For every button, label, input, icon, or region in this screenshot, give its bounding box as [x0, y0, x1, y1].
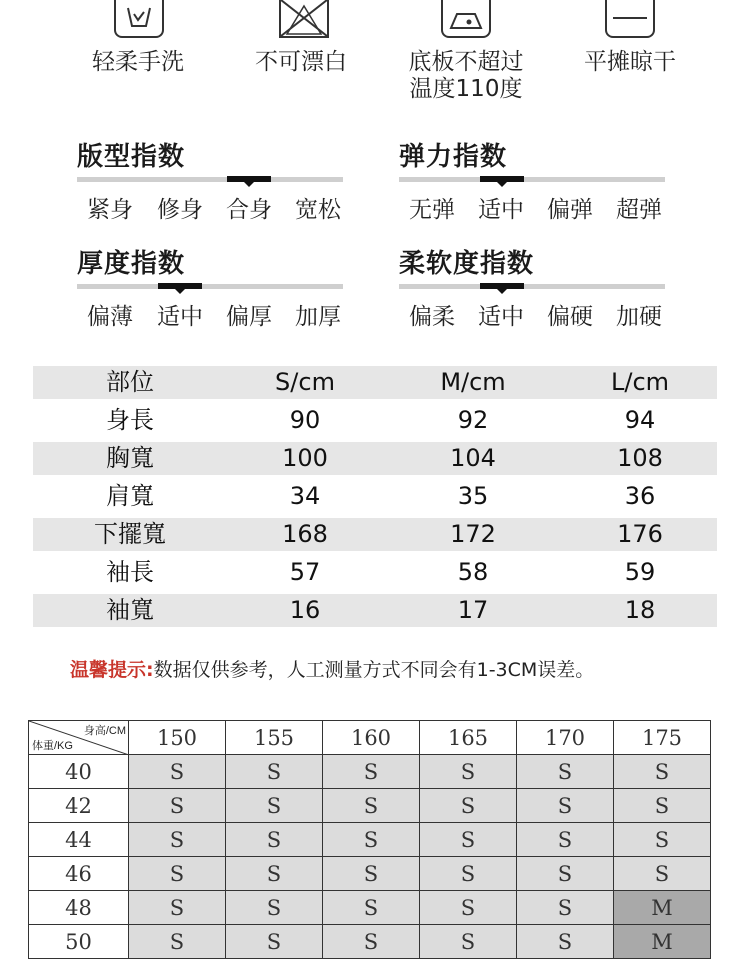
- value-cell: 36: [624, 482, 656, 510]
- fit-index-bar: [77, 177, 343, 182]
- size-cell: S: [614, 789, 711, 823]
- value-cell: 58: [457, 558, 489, 586]
- value-cell: 176: [617, 520, 663, 548]
- header-cell: 部位: [106, 368, 154, 396]
- fit-index-title: 版型指数: [77, 142, 186, 172]
- part-cell: 下擺寬: [94, 520, 166, 548]
- table-row: [33, 480, 717, 513]
- size-cell: S: [420, 789, 517, 823]
- size-cell: S: [226, 755, 323, 789]
- value-cell: 35: [457, 482, 489, 510]
- tip-label: 温馨提示:: [70, 659, 154, 681]
- table-row: [29, 925, 711, 959]
- tip-text: 数据仅供参考，人工测量方式不同会有1-3CM误差。: [153, 659, 595, 681]
- size-cell: S: [129, 857, 226, 891]
- value-cell: 16: [289, 596, 321, 624]
- size-cell: S: [420, 891, 517, 925]
- size-cell: S: [129, 925, 226, 959]
- care-label-no-bleach: 不可漂白: [255, 49, 347, 75]
- size-cell: S: [226, 925, 323, 959]
- dry-flat-icon: [605, 0, 655, 38]
- weight-cell: 42: [29, 789, 129, 823]
- table-row: [33, 594, 717, 627]
- size-cell: S: [226, 789, 323, 823]
- size-cell: S: [614, 755, 711, 789]
- table-row: [33, 518, 717, 551]
- size-cell: S: [517, 925, 614, 959]
- value-cell: 90: [289, 406, 321, 434]
- value-cell: 172: [450, 520, 496, 548]
- table-row: [29, 755, 711, 789]
- value-cell: 168: [282, 520, 328, 548]
- size-cell: S: [614, 823, 711, 857]
- size-cell: S: [517, 891, 614, 925]
- no-bleach-icon: [279, 0, 329, 38]
- softness-option-selected: 适中: [478, 304, 524, 330]
- stretch-index-bar: [399, 177, 665, 182]
- header-cell: S/cm: [275, 368, 335, 396]
- table-row: [29, 823, 711, 857]
- size-cell: S: [129, 891, 226, 925]
- weight-cell: 50: [29, 925, 129, 959]
- stretch-option: 超弹: [616, 197, 662, 223]
- care-label-dry-flat: 平摊晾干: [584, 49, 676, 75]
- size-cell: S: [226, 823, 323, 857]
- value-cell: 94: [624, 406, 656, 434]
- value-cell: 34: [289, 482, 321, 510]
- part-cell: 袖長: [106, 558, 154, 586]
- size-cell: S: [129, 755, 226, 789]
- value-cell: 104: [450, 444, 496, 472]
- size-cell: S: [323, 755, 420, 789]
- size-cell: S: [420, 755, 517, 789]
- hand-wash-icon: [114, 0, 164, 38]
- corner-height-label: 身高/CM: [83, 725, 126, 737]
- softness-option: 偏硬: [547, 304, 593, 330]
- thickness-index-title: 厚度指数: [77, 249, 186, 279]
- corner-cell: [29, 721, 129, 755]
- fit-option: 修身: [157, 197, 203, 223]
- thickness-index-marker: [158, 283, 202, 289]
- corner-weight-label: 体重/KG: [32, 740, 73, 752]
- part-cell: 袖寬: [106, 596, 154, 624]
- size-cell: S: [226, 891, 323, 925]
- table-row: [33, 556, 717, 589]
- size-cell: S: [420, 823, 517, 857]
- care-label-hand-wash: 轻柔手洗: [92, 49, 184, 75]
- value-cell: 18: [624, 596, 656, 624]
- part-cell: 胸寬: [106, 444, 154, 472]
- iron-low-icon: [441, 0, 491, 38]
- weight-cell: 40: [29, 755, 129, 789]
- fit-index-marker: [227, 176, 271, 182]
- value-cell: 108: [617, 444, 663, 472]
- thickness-option: 偏薄: [87, 304, 133, 330]
- part-cell: 身長: [106, 406, 154, 434]
- table-row: [33, 404, 717, 437]
- stretch-option: 无弹: [409, 197, 455, 223]
- value-cell: 59: [624, 558, 656, 586]
- size-cell: M: [614, 891, 711, 925]
- size-cell: S: [420, 925, 517, 959]
- size-cell: S: [226, 857, 323, 891]
- weight-cell: 46: [29, 857, 129, 891]
- table-row: [29, 891, 711, 925]
- weight-cell: 48: [29, 891, 129, 925]
- care-label-iron: 底板不超过 温度110度: [408, 49, 524, 102]
- value-cell: 100: [282, 444, 328, 472]
- size-cell: S: [517, 857, 614, 891]
- size-cell: M: [614, 925, 711, 959]
- softness-index-marker: [480, 283, 524, 289]
- stretch-option: 偏弹: [547, 197, 593, 223]
- size-cell: S: [517, 755, 614, 789]
- stretch-option-selected: 适中: [478, 197, 524, 223]
- size-cell: S: [323, 857, 420, 891]
- value-cell: 17: [457, 596, 489, 624]
- size-cell: S: [614, 857, 711, 891]
- height-header: 155: [226, 721, 323, 755]
- thickness-option: 偏厚: [226, 304, 272, 330]
- softness-index-title: 柔软度指数: [399, 249, 535, 279]
- size-cell: S: [517, 789, 614, 823]
- size-cell: S: [323, 823, 420, 857]
- stretch-index-marker: [480, 176, 524, 182]
- softness-index-bar: [399, 284, 665, 289]
- size-cell: S: [129, 823, 226, 857]
- size-cell: S: [323, 925, 420, 959]
- height-header: 175: [614, 721, 711, 755]
- table-row: [33, 442, 717, 475]
- thickness-option-selected: 适中: [157, 304, 203, 330]
- softness-option: 偏柔: [409, 304, 455, 330]
- height-header: 170: [517, 721, 614, 755]
- fit-option-selected: 合身: [226, 197, 272, 223]
- header-cell: L/cm: [610, 368, 670, 396]
- size-cell: S: [323, 891, 420, 925]
- height-header: 160: [323, 721, 420, 755]
- weight-cell: 44: [29, 823, 129, 857]
- fit-option: 紧身: [87, 197, 133, 223]
- height-header-row: [29, 721, 711, 755]
- stretch-index-title: 弹力指数: [399, 142, 508, 172]
- size-table-header: [33, 366, 717, 399]
- table-row: [29, 789, 711, 823]
- height-header: 165: [420, 721, 517, 755]
- part-cell: 肩寬: [106, 482, 154, 510]
- softness-option: 加硬: [616, 304, 662, 330]
- measurement-tip: [70, 655, 594, 682]
- header-cell: M/cm: [440, 368, 506, 396]
- value-cell: 92: [457, 406, 489, 434]
- size-cell: S: [129, 789, 226, 823]
- size-cell: S: [420, 857, 517, 891]
- table-row: [29, 857, 711, 891]
- thickness-index-bar: [77, 284, 343, 289]
- height-header: 150: [129, 721, 226, 755]
- size-recommendation-table: [28, 720, 711, 959]
- size-cell: S: [517, 823, 614, 857]
- fit-option: 宽松: [295, 197, 341, 223]
- value-cell: 57: [289, 558, 321, 586]
- size-cell: S: [323, 789, 420, 823]
- thickness-option: 加厚: [295, 304, 341, 330]
